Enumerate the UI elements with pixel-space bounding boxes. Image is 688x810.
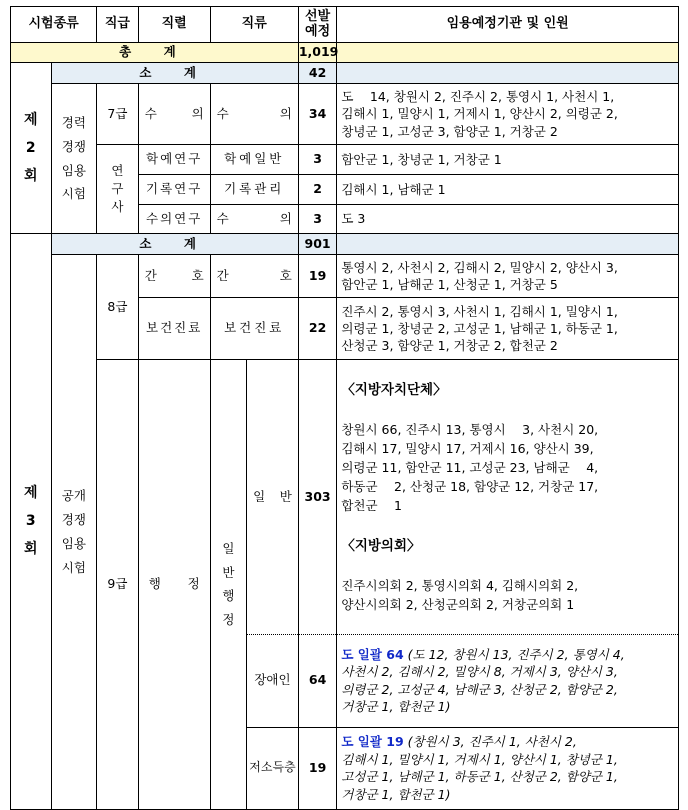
- round3-general-row: [11, 360, 679, 635]
- round2-subtotal-agencies: [337, 63, 679, 84]
- round2-curator-row: [11, 145, 679, 175]
- header-count: [298, 7, 337, 43]
- round2-curator-agencies: 함안군 1, 창녕군 1, 거창군 1: [337, 145, 679, 175]
- round2-curator-series: 학예연구: [138, 145, 210, 175]
- round2-archive-series: 기록연구: [138, 175, 210, 205]
- round3-grade8: 8급: [97, 255, 139, 360]
- round3-nurse-row: [11, 255, 679, 298]
- local-gov-heading: 〈지방자치단체〉: [341, 382, 447, 399]
- header-grade: 직급: [97, 7, 139, 43]
- round3-disabled-class: 장애인: [247, 634, 299, 727]
- round2-vet-research-count: 3: [298, 205, 337, 234]
- round3-subtotal-agencies: [337, 234, 679, 255]
- recruitment-table: [10, 6, 679, 810]
- total-agencies: [337, 43, 679, 63]
- round3-lowincome-count: 19: [298, 727, 337, 809]
- round3-subtotal-count: 901: [298, 234, 337, 255]
- round3-health-series: 보건진료: [138, 298, 210, 360]
- round3-nurse-class: 간 호: [210, 255, 298, 298]
- header-job-class: 직류: [210, 7, 298, 43]
- header-count-line1: 선발: [305, 8, 331, 24]
- header-row: [11, 7, 679, 43]
- round2-label: 제 2 회: [11, 63, 52, 234]
- round2-subtotal-row: [11, 63, 679, 84]
- total-count: 1,019: [298, 43, 337, 63]
- round2-vet-agencies: 도 14, 창원시 2, 진주시 2, 통영시 1, 사천시 1, 김해시 1, 밀양시 1, 거제시 1, 양산시 2, 의령군 2, 창녕군 1, 고성군 3, 함양군 1, 거창군 2: [337, 84, 679, 145]
- round2-vet-count: 34: [298, 84, 337, 145]
- round3-admin-class-group: 일 반 행 정: [210, 360, 246, 810]
- round3-lowincome-agencies: [337, 727, 679, 809]
- round2-subtotal-count: 42: [298, 63, 337, 84]
- header-exam-type: 시험종류: [11, 7, 97, 43]
- round2-exam-name: 경력 경쟁 임용 시험: [51, 84, 97, 234]
- round3-nurse-agencies: 통영시 2, 사천시 2, 김해시 2, 밀양시 2, 양산시 3, 함안군 1, 남해군 1, 산청군 1, 거창군 5: [337, 255, 679, 298]
- round2-vet-research-class: 수 의: [210, 205, 298, 234]
- lowincome-lead: 도 일괄 19: [341, 734, 404, 749]
- round3-lowincome-class: 저소득층: [247, 727, 299, 809]
- round3-label: 제 3 회: [11, 234, 52, 810]
- round3-disabled-agencies: [337, 634, 679, 727]
- round2-vet-row: [11, 84, 679, 145]
- header-count-line2: 예정: [305, 23, 331, 39]
- round3-grade9: 9급: [97, 360, 139, 810]
- round2-researcher-grade: 연 구 사: [97, 145, 139, 234]
- local-gov-text: 창원시 66, 진주시 13, 통영시 3, 사천시 20, 김해시 17, 밀양시 17, 거제시 16, 양산시 39, 의령군 11, 함안군 11, 고성군 23, 남해군 4, 하동군 2, 산청군 18, 함양군 12, 거창군 17, 합천군 1: [341, 422, 599, 514]
- round2-subtotal-label: 소 계: [51, 63, 298, 84]
- total-label: 총 계: [11, 43, 299, 63]
- round2-vet-research-series: 수의연구: [138, 205, 210, 234]
- round3-subtotal-label: 소 계: [51, 234, 298, 255]
- local-council-text: 진주시의회 2, 통영시의회 4, 김해시의회 2, 양산시의회 2, 산청군의회 2, 거창군의회 1: [341, 578, 579, 613]
- header-agencies: 임용예정기관 및 인원: [337, 7, 679, 43]
- round3-general-count: 303: [298, 360, 337, 635]
- local-council-heading: 〈지방의회〉: [341, 538, 421, 555]
- round3-disabled-count: 64: [298, 634, 337, 727]
- round3-health-count: 22: [298, 298, 337, 360]
- round3-general-agencies: [337, 360, 679, 635]
- round3-exam-name: 공개 경쟁 임용 시험: [51, 255, 97, 810]
- round3-general-class: 일 반: [247, 360, 299, 635]
- disabled-text: (도 12, 창원시 13, 진주시 2, 통영시 4, 사천시 2, 김해시 2, 밀양시 8, 거제시 3, 양산시 3, 의령군 2, 고성군 4, 남해군 3, 산청군 2, 함양군 2, 거창군 1, 합천군 1): [341, 646, 625, 714]
- round3-health-agencies: 진주시 2, 통영시 3, 사천시 1, 김해시 1, 밀양시 1, 의령군 1, 창녕군 2, 고성군 1, 남해군 1, 하동군 1, 산청군 3, 함양군 1, 거창군 2, 합천군 2: [337, 298, 679, 360]
- total-row: [11, 43, 679, 63]
- lowincome-text: (창원시 3, 진주시 1, 사천시 2, 김해시 1, 밀양시 1, 거제시 1, 양산시 1, 창녕군 1, 고성군 1, 남해군 1, 하동군 1, 산청군 2, 함양군 1, 거창군 1, 합천군 1): [341, 734, 618, 802]
- round3-admin-series: 행 정: [138, 360, 210, 810]
- round2-archive-count: 2: [298, 175, 337, 205]
- round2-curator-class: 학예일반: [210, 145, 298, 175]
- round2-vet-series: 수 의: [138, 84, 210, 145]
- round2-vet-class: 수 의: [210, 84, 298, 145]
- disabled-lead: 도 일괄 64: [341, 646, 404, 662]
- round3-health-class: 보건진료: [210, 298, 298, 360]
- round2-archive-agencies: 김해시 1, 남해군 1: [337, 175, 679, 205]
- round3-nurse-series: 간 호: [138, 255, 210, 298]
- round2-curator-count: 3: [298, 145, 337, 175]
- header-job-series: 직렬: [138, 7, 210, 43]
- round2-archive-class: 기록관리: [210, 175, 298, 205]
- round2-grade7: 7급: [97, 84, 139, 145]
- round2-vet-research-agencies: 도 3: [337, 205, 679, 234]
- round3-subtotal-row: [11, 234, 679, 255]
- round3-nurse-count: 19: [298, 255, 337, 298]
